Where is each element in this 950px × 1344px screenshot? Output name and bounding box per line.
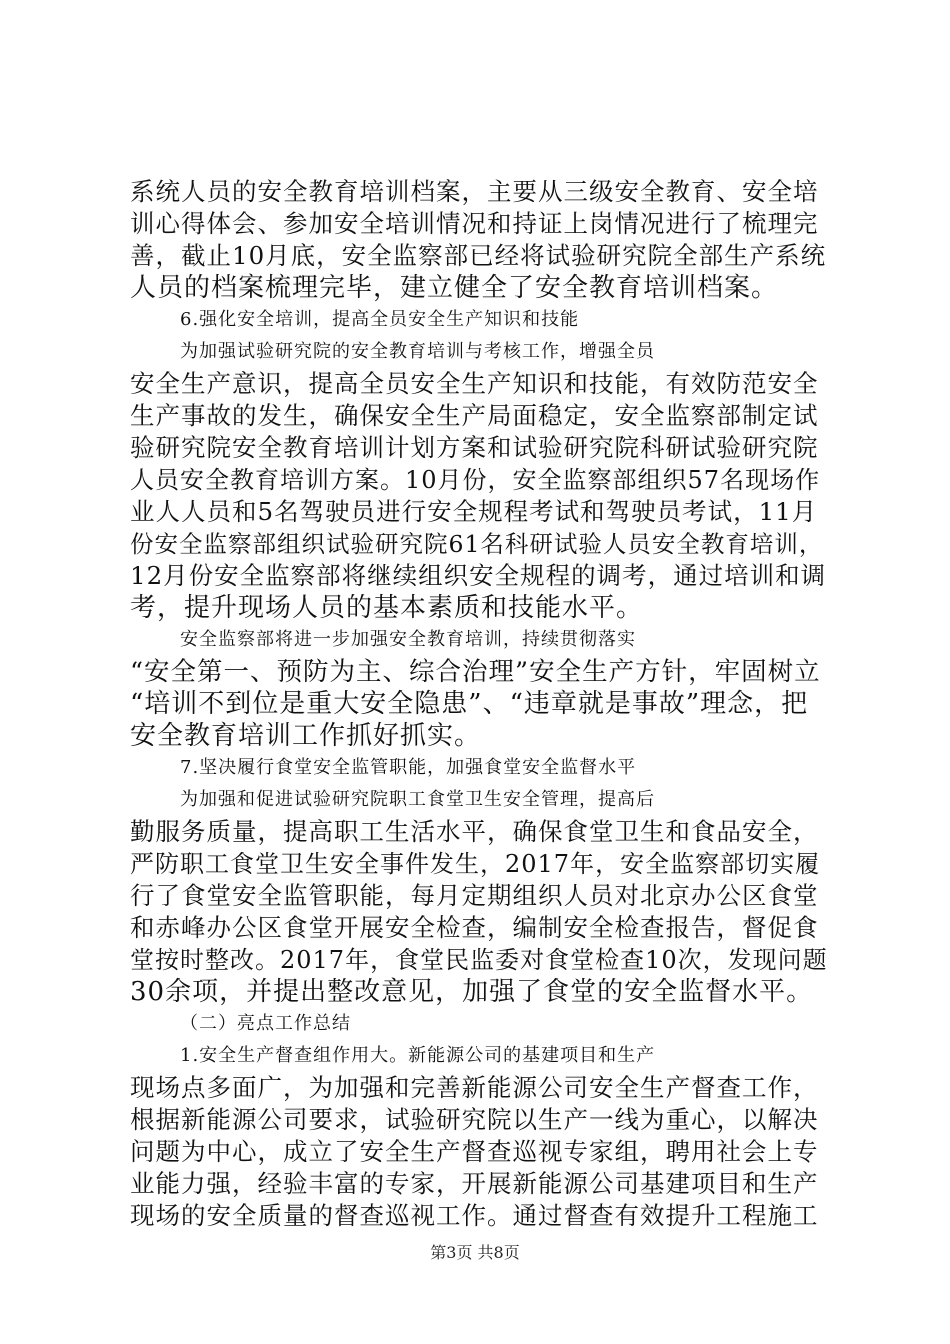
text-line: “培训不到位是重大安全隐患”、“违章就是事故”理念，把 [130,689,809,719]
section-heading: 6.强化安全培训，提高全员安全生产知识和技能 [180,309,580,330]
text-line: 人员安全教育培训方案。10月份，安全监察部组织57名现场作 [130,466,821,494]
section-heading: （二）亮点工作总结 [180,1013,351,1034]
text-line: 堂按时整改。2017年，食堂民监委对食堂检查10次，发现问题 [130,946,828,974]
text-line: 善，截止10月底，安全监察部已经将试验研究院全部生产系统 [130,241,827,270]
text-line: 根据新能源公司要求，试验研究院以生产一线为重心，以解决 [130,1105,819,1134]
text-line: 生产事故的发生，确保安全生产局面稳定，安全监察部制定试 [130,401,819,430]
section-heading: 7.坚决履行食堂安全监管职能，加强食堂安全监督水平 [180,757,637,778]
text-line: 业能力强，经验丰富的专家，开展新能源公司基建项目和生产 [130,1169,819,1198]
text-line: 为加强和促进试验研究院职工食堂卫生安全管理，提高后 [180,789,655,810]
text-line: 安全生产意识，提高全员安全生产知识和技能，有效防范安全 [130,369,819,398]
text-line: 问题为中心，成立了安全生产督查巡视专家组，聘用社会上专 [130,1137,819,1166]
page-number-footer: 第3页 共8页 [430,1243,520,1262]
text-line: 训心得体会、参加安全培训情况和持证上岗情况进行了梳理完 [130,209,819,238]
text-line: 和赤峰办公区食堂开展安全检查，编制安全检查报告，督促食 [130,913,819,942]
text-line: 验研究院安全教育培训计划方案和试验研究院科研试验研究院 [130,433,819,462]
text-line: 安全监察部将进一步加强安全教育培训，持续贯彻落实 [180,629,636,650]
text-line: 为加强试验研究院的安全教育培训与考核工作，增强全员 [180,341,655,362]
text-line: 现场点多面广，为加强和完善新能源公司安全生产督查工作， [130,1073,819,1102]
text-line: 业人人员和5名驾驶员进行安全规程考试和驾驶员考试，11月 [130,497,818,526]
text-line: “安全第一、预防为主、综合治理”安全生产方针，牢固树立 [130,657,821,687]
text-line: 12月份安全监察部将继续组织安全规程的调考，通过培训和调 [130,561,827,590]
text-line: 人员的档案梳理完毕，建立健全了安全教育培训档案。 [130,273,779,303]
text-line: 份安全监察部组织试验研究院61名科研试验人员安全教育培训， [130,530,824,558]
text-line: 30余项，并提出整改意见，加强了食堂的安全监督水平。 [130,977,814,1007]
text-line: 行了食堂安全监管职能，每月定期组织人员对北京办公区食堂 [130,881,819,910]
text-line: 安全教育培训工作抓好抓实。 [130,721,482,751]
text-line: 现场的安全质量的督查巡视工作。通过督查有效提升工程施工 [130,1201,819,1230]
text-line: 严防职工食堂卫生安全事件发生，2017年，安全监察部切实履 [130,850,821,878]
text-line: 勤服务质量，提高职工生活水平，确保食堂卫生和食品安全， [130,817,819,846]
text-line: 考，提升现场人员的基本素质和技能水平。 [130,593,644,623]
text-line: 系统人员的安全教育培训档案，主要从三级安全教育、安全培 [130,177,819,206]
text-line: 1.安全生产督查组作用大。新能源公司的基建项目和生产 [180,1045,656,1066]
